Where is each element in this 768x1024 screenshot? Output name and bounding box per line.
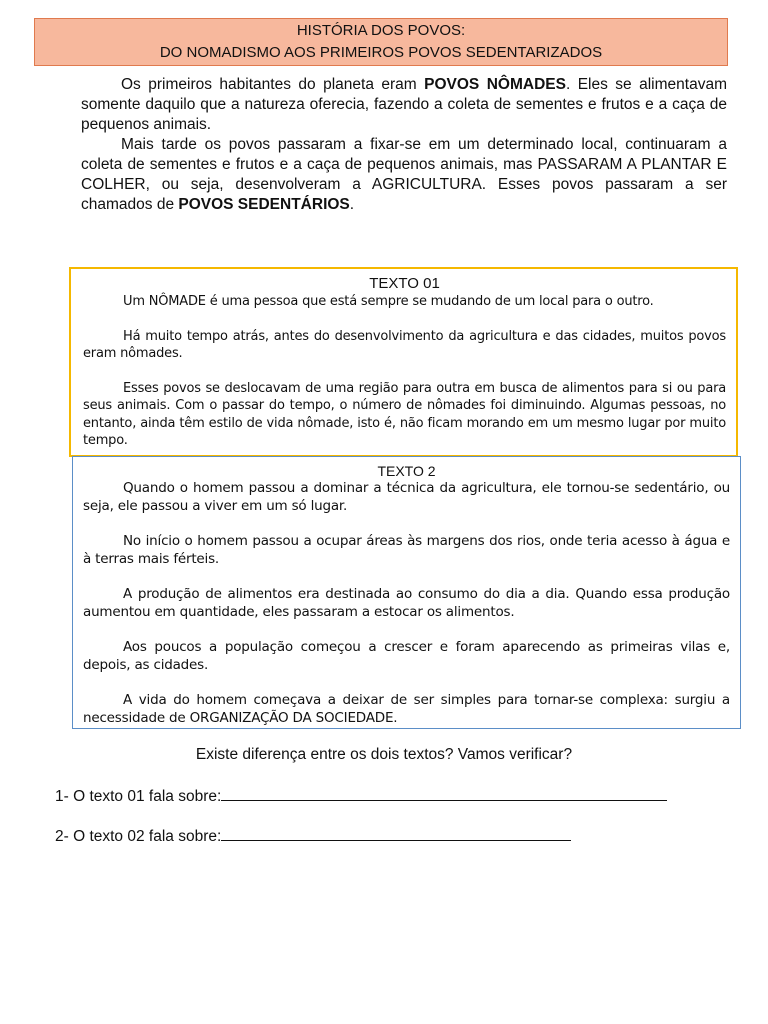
question-1-label: 1- O texto 01 fala sobre: [55,788,222,805]
intro-p1-bold: POVOS NÔMADES [424,76,566,93]
texto-2-title: TEXTO 2 [377,463,436,479]
question-2 [55,826,571,847]
title-line-1: HISTÓRIA DOS POVOS: [296,22,466,39]
comparison-question: Existe diferença entre os dois textos? Vamos verificar? [195,746,573,763]
intro-p1-text-end: . Eles se alimentavam somente daquilo que a natureza oferecia, fazendo a coleta de sementes e frutos e a caça de pequenos animais. [81,76,727,133]
texto-2-paragraph: Quando o homem passou a dominar a técnica da agricultura, ele tornou-se sedentário, ou seja, ele passou a viver em um só lugar. [83,480,730,514]
texto-2-paragraph: A produção de alimentos era destinada ao consumo do dia a dia. Quando essa produção aumentou em quantidade, eles passaram a estocar os alimentos. [83,586,730,620]
intro-text [81,75,727,215]
texto-01-paragraph: Esses povos se deslocavam de uma região para outra em busca de alimentos para si ou para seus animais. Com o passar do tempo, o número de nômades foi diminuindo. Algumas pessoas, no entanto, ainda têm estilo de vida nômade, isto é, não ficam morando em um mesmo lugar por muito tempo. [83,380,726,448]
question-1 [55,786,667,807]
title-box [34,18,728,66]
texto-01-title: TEXTO 01 [369,275,440,292]
intro-paragraph-1 [81,75,727,135]
texto-01-paragraph: Há muito tempo atrás, antes do desenvolvimento da agricultura e das cidades, muitos povos eram nômades. [83,328,726,361]
texto-2-paragraph: Aos poucos a população começou a crescer e foram aparecendo as primeiras vilas e, depois, as cidades. [83,639,730,673]
intro-paragraph-2 [81,135,727,215]
texto-2-box [72,456,741,729]
intro-p2-text-end: . [349,196,355,213]
texto-01-box [69,267,738,457]
texto-01-paragraph: Um NÔMADE é uma pessoa que está sempre se mudando de um local para o outro. [123,294,654,309]
texto-2-paragraph: No início o homem passou a ocupar áreas às margens dos rios, onde teria acesso à água e à terras mais férteis. [83,533,730,567]
question-2-answer-line[interactable] [221,826,571,841]
question-2-label: 2- O texto 02 fala sobre: [55,828,222,845]
question-1-answer-line[interactable] [221,786,667,801]
intro-p2-bold: POVOS SEDENTÁRIOS [178,196,350,213]
title-line-2: DO NOMADISMO AOS PRIMEIROS POVOS SEDENTARIZADOS [159,44,603,61]
intro-p1-text: Os primeiros habitantes do planeta eram [121,76,425,93]
texto-2-paragraph: A vida do homem começava a deixar de ser simples para tornar-se complexa: surgiu a necessidade de ORGANIZAÇÃO DA SOCIEDADE. [83,692,730,726]
intro-p2-text: Mais tarde os povos passaram a fixar-se em um determinado local, continuaram a coleta de sementes e frutos e a caça de pequenos animais, mas PASSARAM A PLANTAR E COLHER, ou seja, desenvolveram a AGRICULTURA. Esses povos passaram a ser chamados de [81,136,727,213]
